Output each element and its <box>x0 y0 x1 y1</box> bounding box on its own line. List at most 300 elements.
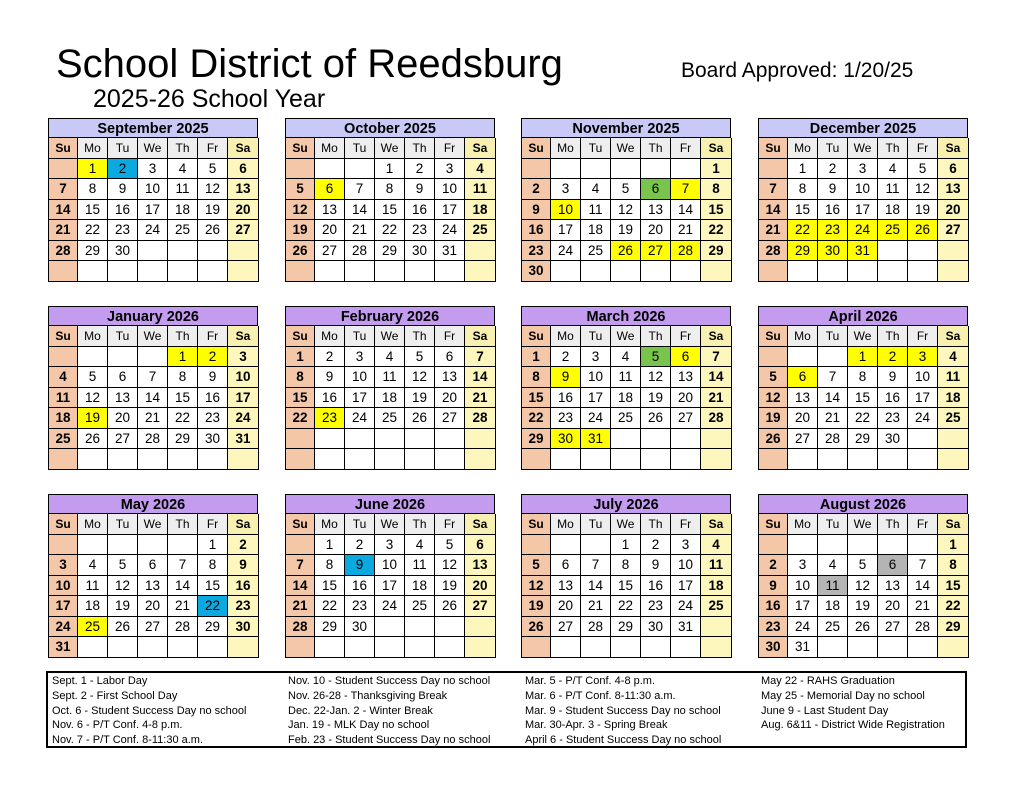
day-cell: 16 <box>228 576 259 597</box>
day-cell: 14 <box>908 576 938 597</box>
day-cell: 21 <box>701 388 732 409</box>
weekday-header: Su <box>49 326 78 347</box>
day-cell: 12 <box>641 367 671 388</box>
day-cell: 23 <box>878 408 908 429</box>
empty-day-cell <box>581 449 611 470</box>
day-cell: 24 <box>228 408 259 429</box>
day-cell: 4 <box>78 555 108 576</box>
legend-item: Aug. 6&11 - District Wide Registration <box>761 719 945 732</box>
day-cell: 22 <box>315 596 345 617</box>
empty-day-cell <box>641 449 671 470</box>
empty-day-cell <box>522 637 551 658</box>
day-cell: 9 <box>228 555 259 576</box>
day-cell: 7 <box>465 347 496 368</box>
empty-day-cell <box>345 159 375 180</box>
month-calendar <box>521 118 731 282</box>
legend-item: Nov. 7 - P/T Conf. 8-11:30 a.m. <box>52 734 204 747</box>
day-cell: 3 <box>551 179 581 200</box>
month-calendar <box>521 306 731 470</box>
day-cell: 3 <box>138 159 168 180</box>
weekday-header: Sa <box>465 514 496 535</box>
day-cell: 29 <box>938 617 969 638</box>
weekday-header: Fr <box>908 326 938 347</box>
empty-day-cell <box>405 261 435 282</box>
empty-day-cell <box>848 637 878 658</box>
day-cell: 9 <box>405 179 435 200</box>
day-cell: 20 <box>641 220 671 241</box>
day-cell: 14 <box>671 200 701 221</box>
day-cell: 5 <box>848 555 878 576</box>
empty-day-cell <box>108 637 138 658</box>
weekday-header: Sa <box>938 326 969 347</box>
day-cell: 26 <box>108 617 138 638</box>
day-cell: 14 <box>701 367 732 388</box>
day-cell: 30 <box>198 429 228 450</box>
day-cell: 18 <box>878 200 908 221</box>
day-cell: 8 <box>788 179 818 200</box>
legend-item: June 9 - Last Student Day <box>761 704 889 717</box>
weekday-header: Th <box>878 326 908 347</box>
day-cell: 14 <box>286 576 315 597</box>
weekday-header: We <box>138 326 168 347</box>
day-cell: 10 <box>848 179 878 200</box>
day-cell: 6 <box>878 555 908 576</box>
day-cell: 5 <box>405 347 435 368</box>
empty-day-cell <box>108 535 138 556</box>
day-cell: 20 <box>878 596 908 617</box>
day-cell: 11 <box>581 200 611 221</box>
empty-day-cell <box>168 449 198 470</box>
day-cell: 26 <box>759 429 788 450</box>
day-cell: 24 <box>581 408 611 429</box>
day-cell: 29 <box>315 617 345 638</box>
day-cell: 22 <box>522 408 551 429</box>
day-cell: 5 <box>759 367 788 388</box>
weekday-header: Mo <box>315 326 345 347</box>
day-cell: 25 <box>878 220 908 241</box>
day-cell: 7 <box>138 367 168 388</box>
day-cell: 1 <box>375 159 405 180</box>
empty-day-cell <box>49 535 78 556</box>
day-cell: 24 <box>671 596 701 617</box>
day-cell: 28 <box>671 241 701 262</box>
month-calendar <box>285 118 495 282</box>
day-cell: 21 <box>581 596 611 617</box>
day-cell: 18 <box>375 388 405 409</box>
empty-day-cell <box>405 449 435 470</box>
weekday-header: Fr <box>908 138 938 159</box>
weekday-header: Mo <box>788 514 818 535</box>
day-cell: 1 <box>286 347 315 368</box>
day-cell: 1 <box>611 535 641 556</box>
weekday-header: Fr <box>435 326 465 347</box>
day-cell: 21 <box>286 596 315 617</box>
month-days-grid <box>521 138 731 282</box>
weekday-header: We <box>375 514 405 535</box>
day-cell: 30 <box>759 637 788 658</box>
empty-day-cell <box>938 261 969 282</box>
day-cell: 1 <box>78 159 108 180</box>
day-cell: 30 <box>878 429 908 450</box>
day-cell: 17 <box>228 388 259 409</box>
day-cell: 21 <box>465 388 496 409</box>
day-cell: 30 <box>641 617 671 638</box>
day-cell: 27 <box>138 617 168 638</box>
day-cell: 4 <box>938 347 969 368</box>
weekday-header: Sa <box>701 138 732 159</box>
day-cell: 5 <box>611 179 641 200</box>
day-cell: 30 <box>818 241 848 262</box>
legend-column-3 <box>525 674 721 748</box>
empty-day-cell <box>581 637 611 658</box>
legend-item: Nov. 6 - P/T Conf. 4-8 p.m. <box>52 719 183 732</box>
day-cell: 13 <box>465 555 496 576</box>
day-cell: 13 <box>788 388 818 409</box>
day-cell: 20 <box>788 408 818 429</box>
empty-day-cell <box>551 637 581 658</box>
empty-day-cell <box>671 159 701 180</box>
empty-day-cell <box>818 535 848 556</box>
day-cell: 14 <box>168 576 198 597</box>
day-cell: 1 <box>701 159 732 180</box>
day-cell: 6 <box>641 179 671 200</box>
day-cell: 27 <box>938 220 969 241</box>
day-cell: 19 <box>908 200 938 221</box>
day-cell: 8 <box>848 367 878 388</box>
day-cell: 19 <box>848 596 878 617</box>
empty-day-cell <box>315 429 345 450</box>
day-cell: 27 <box>108 429 138 450</box>
day-cell: 4 <box>701 535 732 556</box>
day-cell: 21 <box>138 408 168 429</box>
day-cell: 26 <box>522 617 551 638</box>
day-cell: 16 <box>759 596 788 617</box>
day-cell: 10 <box>581 367 611 388</box>
day-cell: 28 <box>581 617 611 638</box>
day-cell: 22 <box>78 220 108 241</box>
empty-day-cell <box>938 449 969 470</box>
legend-item: Oct. 6 - Student Success Day no school <box>52 704 247 717</box>
day-cell: 12 <box>198 179 228 200</box>
day-cell: 8 <box>315 555 345 576</box>
empty-day-cell <box>168 261 198 282</box>
day-cell: 6 <box>465 535 496 556</box>
day-cell: 14 <box>345 200 375 221</box>
day-cell: 15 <box>78 200 108 221</box>
month-days-grid <box>521 326 731 470</box>
empty-day-cell <box>286 159 315 180</box>
day-cell: 2 <box>345 535 375 556</box>
legend-column-2 <box>288 674 490 748</box>
weekday-header: Tu <box>818 514 848 535</box>
day-cell: 7 <box>759 179 788 200</box>
day-cell: 11 <box>818 576 848 597</box>
empty-day-cell <box>788 347 818 368</box>
empty-day-cell <box>759 261 788 282</box>
day-cell: 21 <box>818 408 848 429</box>
day-cell: 22 <box>375 220 405 241</box>
day-cell: 2 <box>818 159 848 180</box>
weekday-header: Fr <box>671 326 701 347</box>
day-cell: 19 <box>522 596 551 617</box>
empty-day-cell <box>315 449 345 470</box>
day-cell: 1 <box>198 535 228 556</box>
empty-day-cell <box>228 241 259 262</box>
day-cell: 12 <box>108 576 138 597</box>
empty-day-cell <box>788 535 818 556</box>
day-cell: 12 <box>435 555 465 576</box>
day-cell: 25 <box>375 408 405 429</box>
weekday-header: Mo <box>551 138 581 159</box>
day-cell: 19 <box>286 220 315 241</box>
day-cell: 15 <box>938 576 969 597</box>
empty-day-cell <box>78 347 108 368</box>
empty-day-cell <box>818 449 848 470</box>
month-title: September 2025 <box>48 118 258 138</box>
day-cell: 18 <box>465 200 496 221</box>
day-cell: 11 <box>168 179 198 200</box>
empty-day-cell <box>641 159 671 180</box>
day-cell: 15 <box>198 576 228 597</box>
empty-day-cell <box>848 261 878 282</box>
day-cell: 13 <box>228 179 259 200</box>
day-cell: 14 <box>138 388 168 409</box>
day-cell: 13 <box>938 179 969 200</box>
day-cell: 18 <box>818 596 848 617</box>
day-cell: 17 <box>375 576 405 597</box>
day-cell: 10 <box>551 200 581 221</box>
weekday-header: We <box>611 326 641 347</box>
day-cell: 19 <box>108 596 138 617</box>
empty-day-cell <box>611 637 641 658</box>
day-cell: 11 <box>49 388 78 409</box>
empty-day-cell <box>435 261 465 282</box>
empty-day-cell <box>228 637 259 658</box>
day-cell: 6 <box>938 159 969 180</box>
day-cell: 13 <box>878 576 908 597</box>
month-days-grid <box>285 514 495 658</box>
weekday-header: We <box>848 514 878 535</box>
day-cell: 30 <box>345 617 375 638</box>
empty-day-cell <box>286 429 315 450</box>
day-cell: 27 <box>435 408 465 429</box>
empty-day-cell <box>848 535 878 556</box>
day-cell: 16 <box>315 388 345 409</box>
empty-day-cell <box>465 261 496 282</box>
day-cell: 26 <box>435 596 465 617</box>
day-cell: 6 <box>788 367 818 388</box>
weekday-header: Fr <box>908 514 938 535</box>
board-approved-date: Board Approved: 1/20/25 <box>681 59 914 82</box>
month-days-grid <box>285 138 495 282</box>
empty-day-cell <box>908 241 938 262</box>
day-cell: 25 <box>465 220 496 241</box>
weekday-header: Mo <box>551 514 581 535</box>
empty-day-cell <box>522 535 551 556</box>
day-cell: 12 <box>78 388 108 409</box>
weekday-header: Tu <box>108 138 138 159</box>
legend-column-4 <box>761 674 945 733</box>
day-cell: 23 <box>108 220 138 241</box>
empty-day-cell <box>759 535 788 556</box>
day-cell: 23 <box>522 241 551 262</box>
day-cell: 26 <box>405 408 435 429</box>
weekday-header: Fr <box>198 514 228 535</box>
day-cell: 10 <box>671 555 701 576</box>
day-cell: 12 <box>908 179 938 200</box>
month-days-grid <box>521 514 731 658</box>
day-cell: 11 <box>375 367 405 388</box>
day-cell: 23 <box>345 596 375 617</box>
empty-day-cell <box>228 261 259 282</box>
day-cell: 27 <box>878 617 908 638</box>
empty-day-cell <box>878 261 908 282</box>
weekday-header: Th <box>405 138 435 159</box>
empty-day-cell <box>345 449 375 470</box>
empty-day-cell <box>611 429 641 450</box>
day-cell: 20 <box>108 408 138 429</box>
empty-day-cell <box>198 261 228 282</box>
empty-day-cell <box>138 347 168 368</box>
day-cell: 2 <box>315 347 345 368</box>
day-cell: 15 <box>611 576 641 597</box>
day-cell: 25 <box>168 220 198 241</box>
day-cell: 8 <box>286 367 315 388</box>
day-cell: 24 <box>788 617 818 638</box>
day-cell: 3 <box>435 159 465 180</box>
weekday-header: Sa <box>465 138 496 159</box>
month-calendar <box>758 494 968 658</box>
empty-day-cell <box>375 637 405 658</box>
day-cell: 27 <box>228 220 259 241</box>
day-cell: 15 <box>286 388 315 409</box>
weekday-header: Su <box>49 138 78 159</box>
empty-day-cell <box>522 159 551 180</box>
day-cell: 22 <box>848 408 878 429</box>
empty-day-cell <box>228 449 259 470</box>
day-cell: 24 <box>49 617 78 638</box>
weekday-header: Sa <box>938 138 969 159</box>
legend-item: Nov. 10 - Student Success Day no school <box>288 675 491 687</box>
day-cell: 18 <box>168 200 198 221</box>
day-cell: 24 <box>435 220 465 241</box>
empty-day-cell <box>938 637 969 658</box>
weekday-header: Tu <box>108 514 138 535</box>
month-days-grid <box>48 326 258 470</box>
empty-day-cell <box>818 347 848 368</box>
day-cell: 29 <box>788 241 818 262</box>
day-cell: 20 <box>551 596 581 617</box>
day-cell: 4 <box>465 159 496 180</box>
empty-day-cell <box>759 347 788 368</box>
weekday-header: Fr <box>671 138 701 159</box>
empty-day-cell <box>78 261 108 282</box>
day-cell: 6 <box>108 367 138 388</box>
day-cell: 14 <box>49 200 78 221</box>
day-cell: 25 <box>49 429 78 450</box>
weekday-header: Su <box>286 138 315 159</box>
day-cell: 22 <box>198 596 228 617</box>
day-cell: 20 <box>435 388 465 409</box>
day-cell: 20 <box>671 388 701 409</box>
day-cell: 23 <box>198 408 228 429</box>
empty-day-cell <box>78 449 108 470</box>
day-cell: 10 <box>375 555 405 576</box>
empty-day-cell <box>581 159 611 180</box>
day-cell: 19 <box>611 220 641 241</box>
month-title: August 2026 <box>758 494 968 514</box>
day-cell: 22 <box>701 220 732 241</box>
day-cell: 1 <box>522 347 551 368</box>
day-cell: 18 <box>78 596 108 617</box>
empty-day-cell <box>465 429 496 450</box>
month-calendar <box>285 494 495 658</box>
day-cell: 16 <box>345 576 375 597</box>
day-cell: 31 <box>435 241 465 262</box>
day-cell: 15 <box>848 388 878 409</box>
month-calendar <box>48 118 258 282</box>
day-cell: 2 <box>878 347 908 368</box>
day-cell: 11 <box>405 555 435 576</box>
day-cell: 16 <box>641 576 671 597</box>
page-title: School District of Reedsburg <box>56 42 563 86</box>
day-cell: 9 <box>818 179 848 200</box>
day-cell: 29 <box>78 241 108 262</box>
empty-day-cell <box>435 637 465 658</box>
empty-day-cell <box>108 261 138 282</box>
empty-day-cell <box>938 429 969 450</box>
day-cell: 28 <box>818 429 848 450</box>
day-cell: 23 <box>228 596 259 617</box>
day-cell: 3 <box>788 555 818 576</box>
weekday-header: Tu <box>345 138 375 159</box>
empty-day-cell <box>465 617 496 638</box>
weekday-header: Tu <box>581 326 611 347</box>
day-cell: 29 <box>611 617 641 638</box>
empty-day-cell <box>908 637 938 658</box>
empty-day-cell <box>465 637 496 658</box>
day-cell: 29 <box>198 617 228 638</box>
day-cell: 27 <box>788 429 818 450</box>
day-cell: 31 <box>788 637 818 658</box>
day-cell: 20 <box>228 200 259 221</box>
day-cell: 16 <box>818 200 848 221</box>
empty-day-cell <box>671 261 701 282</box>
day-cell: 13 <box>671 367 701 388</box>
day-cell: 2 <box>641 535 671 556</box>
day-cell: 20 <box>938 200 969 221</box>
empty-day-cell <box>78 535 108 556</box>
day-cell: 4 <box>878 159 908 180</box>
month-calendar <box>48 306 258 470</box>
month-title: December 2025 <box>758 118 968 138</box>
weekday-header: Mo <box>551 326 581 347</box>
empty-day-cell <box>198 637 228 658</box>
weekday-header: We <box>611 514 641 535</box>
day-cell: 25 <box>701 596 732 617</box>
day-cell: 9 <box>522 200 551 221</box>
weekday-header: We <box>611 138 641 159</box>
month-title: October 2025 <box>285 118 495 138</box>
day-cell: 10 <box>138 179 168 200</box>
day-cell: 7 <box>345 179 375 200</box>
weekday-header: Th <box>168 514 198 535</box>
empty-day-cell <box>405 637 435 658</box>
empty-day-cell <box>465 449 496 470</box>
empty-day-cell <box>759 159 788 180</box>
day-cell: 7 <box>581 555 611 576</box>
month-calendar <box>48 494 258 658</box>
